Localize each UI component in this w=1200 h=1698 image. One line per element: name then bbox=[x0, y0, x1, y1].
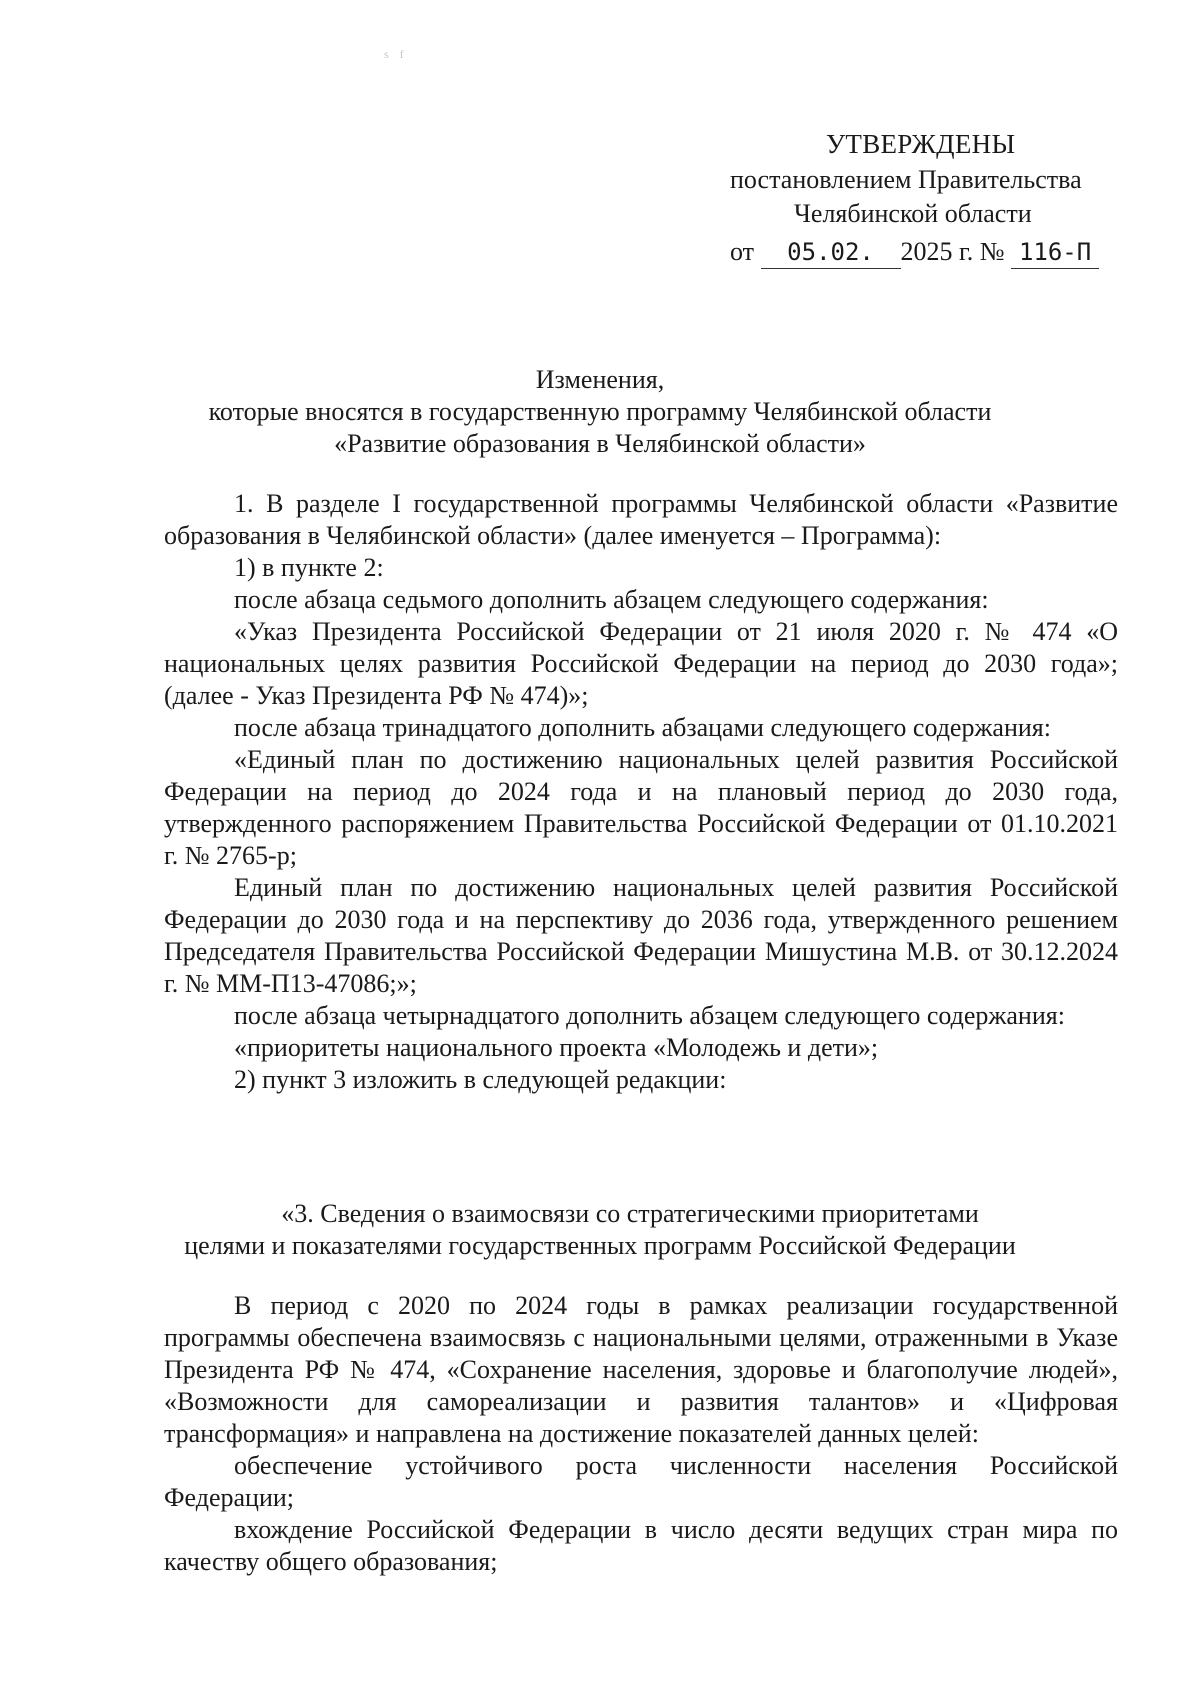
section-heading-line-1: «3. Сведения о взаимосвязи со стратегическими приоритетами bbox=[281, 1199, 979, 1228]
paragraph: 2) пункт 3 изложить в следующей редакции: bbox=[234, 1065, 727, 1094]
paragraph: 1) в пункте 2: bbox=[234, 553, 384, 582]
title-line-1: Изменения, bbox=[535, 365, 665, 394]
paragraph: В период с 2020 по 2024 годы в рамках реализации государственной программы обеспечена взаимосвязь с национальными целями, отраженными в Указе Президента РФ № 474, «Сохранение населения, здоровье и благополучие людей», «Возможности для самореализации и развития талантов» и «Цифровая трансформация» и направлена на достижение показателей данных целей: bbox=[164, 1291, 1118, 1448]
paragraph: 1. В разделе I государственной программы Челябинской области «Развитие образования в Челябинской области» (далее именуется – Программа): bbox=[164, 489, 1118, 550]
scan-mark: s f bbox=[384, 47, 408, 61]
section-body bbox=[164, 1290, 1118, 1578]
approval-date-line bbox=[730, 236, 1120, 269]
paragraph: Единый план по достижению национальных целей развития Российской Федерации до 2030 года и на перспективу до 2036 года, утвержденного решением Председателя Правительства Российской Федерации Мишустина М.В. от 30.12.2024 г. № ММ-П13-47086;»; bbox=[164, 873, 1118, 998]
paragraph: вхождение Российской Федерации в число десяти ведущих стран мира по качеству общего образования; bbox=[164, 1515, 1118, 1576]
decree-number: 116-П bbox=[1011, 236, 1099, 269]
year-label: 2025 г. № bbox=[900, 237, 1005, 266]
section-heading-line-2: целями и показателями государственных программ Российской Федерации bbox=[184, 1231, 1016, 1260]
approval-block bbox=[700, 128, 1120, 269]
approval-heading: УТВЕРЖДЕНЫ bbox=[826, 129, 1016, 159]
from-label: от bbox=[730, 237, 755, 266]
title-line-2: которые вносятся в государственную программу Челябинской области bbox=[208, 397, 992, 426]
paragraph: после абзаца четырнадцатого дополнить абзацем следующего содержания: bbox=[234, 1001, 1065, 1030]
paragraph: после абзаца тринадцатого дополнить абзацами следующего содержания: bbox=[234, 713, 1051, 742]
document-title bbox=[0, 364, 1200, 460]
decree-date: 05.02. bbox=[761, 236, 901, 269]
paragraph: «приоритеты национального проекта «Молодежь и дети»; bbox=[234, 1033, 879, 1062]
section-heading bbox=[0, 1198, 1200, 1262]
approval-decree-line: постановлением Правительства bbox=[730, 165, 1082, 194]
amendments-body bbox=[164, 488, 1118, 1096]
approval-region-line: Челябинской области bbox=[794, 199, 1032, 228]
paragraph: обеспечение устойчивого роста численности населения Российской Федерации; bbox=[164, 1451, 1118, 1512]
title-line-3: «Развитие образования в Челябинской области» bbox=[334, 429, 866, 458]
paragraph: после абзаца седьмого дополнить абзацем следующего содержания: bbox=[234, 585, 989, 614]
paragraph: «Единый план по достижению национальных целей развития Российской Федерации на период до 2024 года и на плановый период до 2030 года, утвержденного распоряжением Правительства Российской Федерации от 01.10.2021 г. № 2765-р; bbox=[164, 745, 1118, 870]
paragraph: «Указ Президента Российской Федерации от 21 июля 2020 г. № 474 «О национальных целях развития Российской Федерации на период до 2030 года»; (далее - Указ Президента РФ № 474)»; bbox=[164, 617, 1118, 710]
